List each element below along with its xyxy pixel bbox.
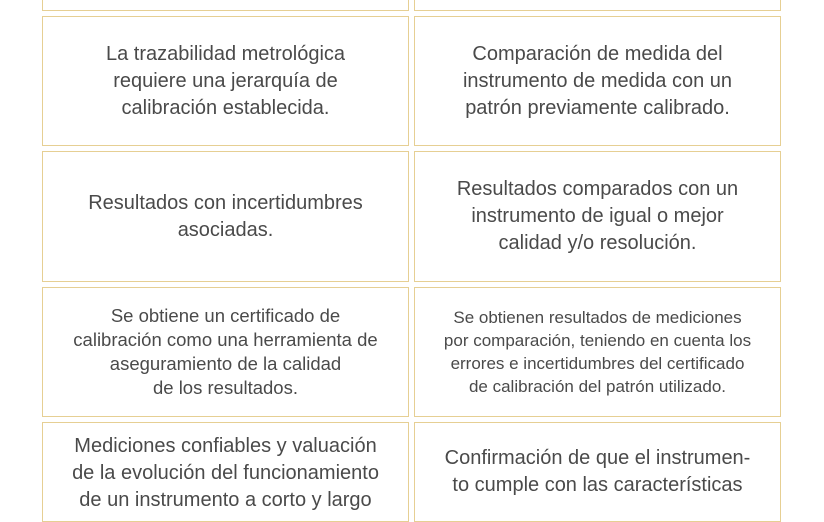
card-text: Resultados con incertidumbres asociadas. [88, 191, 363, 241]
card-confirmation [414, 422, 781, 522]
card-text: Mediciones confiables y valuación de la evolución del funcionamiento de un instrumento a corto y largo [72, 435, 379, 511]
card-uncertainty-results [42, 151, 409, 282]
card-text: Se obtiene un certificado de calibración como una herramienta de aseguramiento de la calidad de los resultados. [73, 305, 378, 398]
card-top-left-partial [42, 0, 409, 11]
card-traceability [42, 16, 409, 146]
card-measurement-results [414, 287, 781, 417]
card-text: Resultados comparados con un instrumento de igual o mejor calidad y/o resolución. [456, 178, 739, 254]
card-compared-results [414, 151, 781, 282]
card-calibration-certificate [42, 287, 409, 417]
card-reliable-measurements [42, 422, 409, 522]
card-text: Se obtienen resultados de mediciones por comparación, teniendo en cuenta los errores e incertidumbres del certificado de calibración del patrón utilizado. [443, 308, 752, 396]
card-text: La trazabilidad metrológica requiere una jerarquía de calibración establecida. [105, 42, 346, 119]
card-top-right-partial [414, 0, 781, 11]
card-text: Comparación de medida del instrumento de medida con un patrón previamente calibrado. [462, 42, 733, 119]
card-text: Confirmación de que el instrumen- to cumple con las características [444, 447, 751, 496]
card-comparison [414, 16, 781, 146]
